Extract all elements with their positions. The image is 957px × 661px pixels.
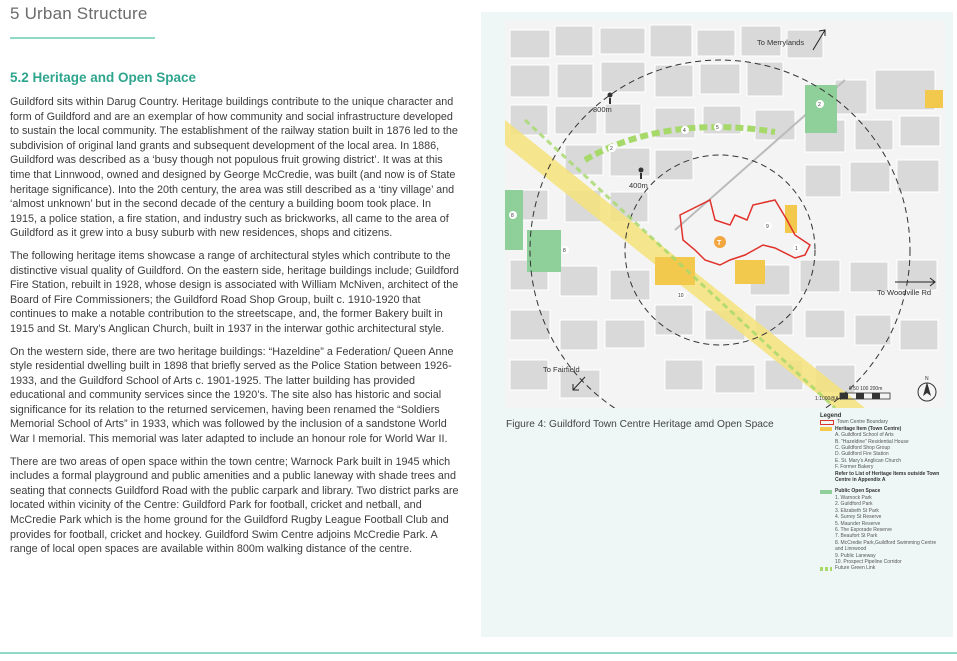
north-label: N [925,376,929,382]
figure-caption: Figure 4: Guildford Town Centre Heritage amd Open Space [506,419,774,430]
scale-ratio: 1:1000@A4 [815,396,842,402]
legend-item: 7. Beaufort St Park [835,533,878,540]
park-area [805,85,837,133]
label-fairfield: To Fairfield [543,365,580,374]
legend-item: F. Former Bakery [835,464,874,471]
legend-item: 9. Public Laneway [835,552,876,559]
svg-text:T: T [717,240,722,247]
paragraph: On the western side, there are two heritage buildings: “Hazeldine” a Federation/ Queen Anne style residential dwelling built in 1898 that briefly served as the Police Station between 1926-1933, and the Guildford School of Arts c. 1901-1925. The latter building has provided educational and community services since the 1920’s. The site also has historic and social significance for its relation to the returned servicemen, having been renamed the “Soldiers Memorial School of Arts” in 1933, which was followed by the inclusion of a sandstone World War I memorial. This memorial was later adapted to include an honour role for World War II. [10,345,454,446]
legend-group-title: Public Open Space [835,488,881,495]
label-800m: 800m [593,105,612,114]
svg-text:5: 5 [716,125,719,131]
paragraph: There are two areas of open space within the town centre; Warnock Park built in 1945 which includes a formal playground and public amenities and a public laneway with shade trees and seating that connects Guildford Road with the public carpark and library. Two district parks are located within vicinity of the Centre: Guildford Park for football, cricket and netball, and McCredie Park which is the home ground for the Guildford Rugby League Football Club and provides for football, cricket and hockey. Guildford Swim Centre adjoins McCredie Park. A range of local open spaces are available within 800m walking distance of the centre. [10,455,459,556]
paragraph: Guildford sits within Darug Country. Heritage buildings contribute to the unique character and form of Guildford and are an exemplar of how community and social infrastructure developed to sustain the local community. The establishment of the railway station built in 1876 led to the subdivision of original land grants and subsequent development of the local area. In 1886, Guildford was described as a ‘busy though not populous fruit growing district’. It was at this time that Linnwood, owned and designed by George McCredie, was built (and now is of State heritage significance). Into the 20th century, the area was still described as a ‘tiny village’ and ‘almost unknown’ but in the second decade of the century a building boom took place. In 1915, a police station, a fire station, and industry such as brickworks, all came to the area of Guildford as it grew into a busy suburb with new residences, shops and citizens. [10,96,458,240]
legend-item: E. St. Mary’s Anglican Church [835,457,902,464]
map-legend [820,413,945,572]
legend-item: 1. Warnock Park [835,494,872,501]
green-link-swatch [820,567,832,571]
legend-item: 5. Maunder Reserve [835,520,881,527]
svg-text:4: 4 [683,128,686,134]
park-area [925,90,943,108]
svg-text:8: 8 [511,213,514,219]
svg-text:1: 1 [795,246,798,252]
legend-item: B. “Hazeldine” Residential House [835,438,909,445]
heritage-block [735,260,765,284]
legend-label: Town Centre Boundary [837,419,888,426]
heritage-swatch [820,427,832,431]
legend-item: 10. Prospect Pipeline Corridor [835,558,902,565]
chapter-divider [10,37,155,39]
legend-item: 4. Surrey St Reserve [835,514,882,521]
svg-text:8: 8 [563,248,566,254]
legend-row [820,565,945,571]
scale-text: 0 50 100 200m [849,386,883,392]
legend-item: A. Guildford School of Arts [835,432,894,439]
legend-item: 8. McCredie Park,Guildford Swimming Centre and Linnwood [835,539,937,553]
legend-item: 2. Guildford Park [835,501,873,508]
paragraph: The following heritage items showcase a range of architectural styles which contribute to the distinctive visual quality of Guildford. On the eastern side, heritage buildings include; Guildford Fire Station, rebuilt in 1928, whose design is associated with William McNiven, architect of the Board of Fire Commissioners; the Guildford Road Shop Group, built c. 1910-1920 that continues to make a notable contribution to the streetscape, and, the former Bakery built in 1915 and St. Mary’s Anglican Church, built in 1937 in the interwar gothic architectural style. [10,249,459,335]
heritage-map [505,20,945,408]
boundary-swatch [820,420,834,425]
chapter-heading: 5 Urban Structure [10,4,148,23]
svg-text:9: 9 [766,224,769,230]
svg-text:2: 2 [610,146,613,152]
legend-item: 3. Elizabeth St Park [835,507,879,514]
footer-divider [0,652,957,654]
label-merrylands: To Merrylands [757,38,805,47]
legend-item: 6. The Esporade Reserve [835,526,892,533]
section-title: 5.2 Heritage and Open Space [10,70,197,85]
legend-item: D. Guildford Fire Station [835,451,889,458]
open-space-swatch [820,490,832,494]
legend-item: C. Guildford Shop Group [835,445,891,452]
body-text [10,95,460,565]
legend-note: Refer to List of Heritage Items outside Town Centre in Appendix A [835,470,940,484]
park-area [527,230,561,272]
legend-group-title: Heritage Item (Town Centre) [835,425,902,432]
park-area [505,190,523,250]
label-woodville: To Woodville Rd [877,288,932,297]
svg-text:2: 2 [818,102,821,108]
legend-title: Legend [820,413,842,419]
label-400m: 400m [629,181,648,190]
legend-label: Future Green Link [835,565,876,572]
svg-text:10: 10 [678,293,684,299]
